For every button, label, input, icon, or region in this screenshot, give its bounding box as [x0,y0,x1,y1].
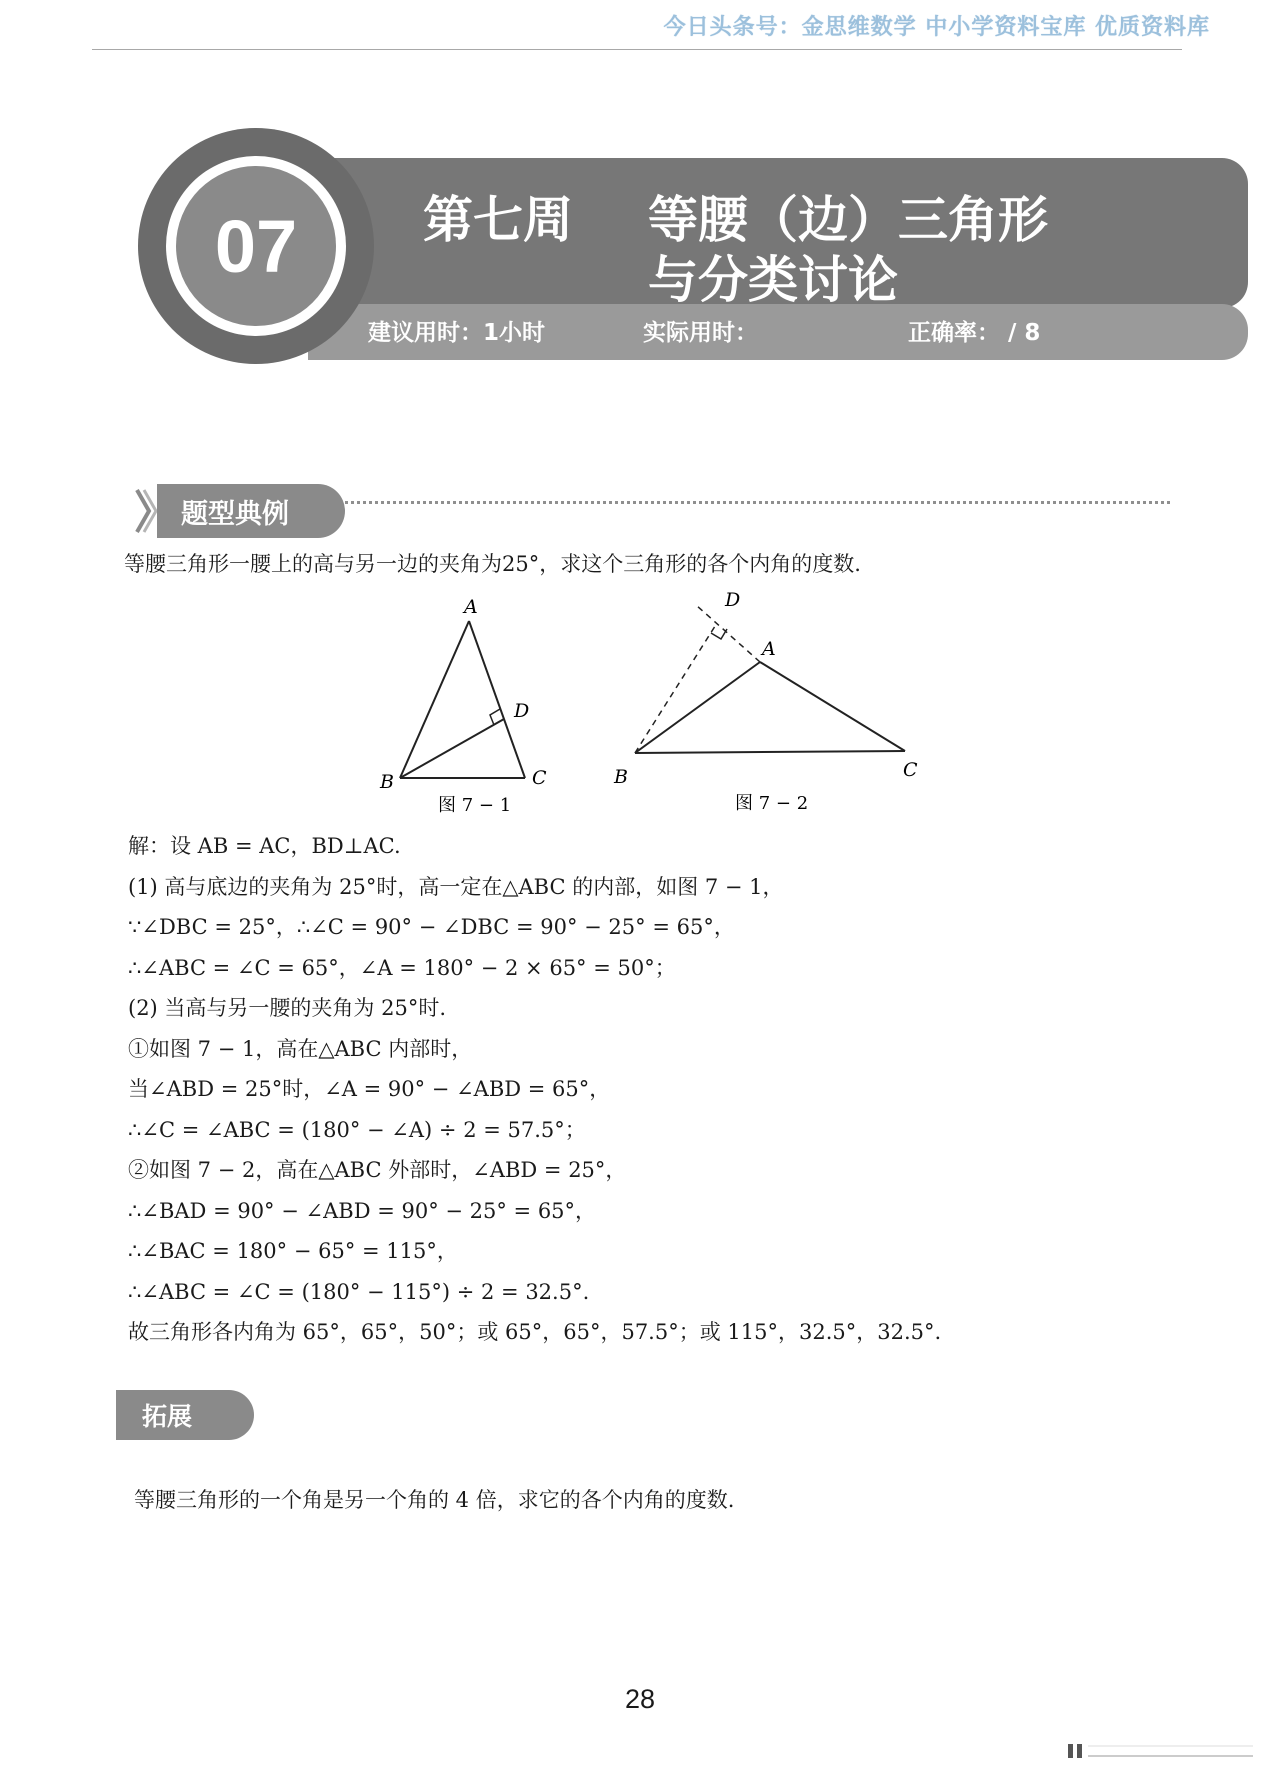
section-title: 题型典例 [181,498,289,530]
triangle-figures [370,583,950,813]
solution-line: ∴∠BAD = 90° − ∠ABD = 90° − 25° = 65°， [128,1198,597,1223]
week-label: 第七周 [423,191,573,249]
week-badge-inner [166,156,346,336]
fig1-label-a: A [464,596,478,618]
extension-header [116,1390,254,1440]
fig1-label-b: B [380,771,394,793]
fig1-label-c: C [532,767,547,789]
fig1-caption: 图 7 − 1 [438,795,512,813]
solution-line: (2) 当高与另一腰的夹角为 25°时. [128,996,446,1020]
solution-line: ①如图 7 − 1，高在△ABC 内部时， [128,1036,473,1061]
chapter-banner [128,118,1128,378]
figure-7-2 [613,589,918,813]
solution-line: 解：设 AB = AC，BD⊥AC. [128,834,401,858]
top-rule [92,49,1182,50]
solution-text [128,826,941,1353]
fig1-label-d: D [514,700,530,722]
watermark-text: 今日头条号：金思维数学 中小学资料宝库 优质资料库 [663,15,1210,40]
solution-line: 当∠ABD = 25°时，∠A = 90° − ∠ABD = 65°， [128,1077,611,1101]
suggested-time: 建议用时：1小时 [368,320,546,346]
section-divider [345,501,1170,504]
fig2-label-a: A [762,638,776,660]
page-number: 28 [624,1684,656,1714]
chevron-right-icon [135,488,159,534]
solution-line: (1) 高与底边的夹角为 25°时，高一定在△ABC 的内部，如图 7 − 1， [128,874,784,899]
actual-time: 实际用时： [643,320,758,346]
accuracy-rate: 正确率： / 8 [908,320,1041,346]
solution-line: ∵∠DBC = 25°，∴∠C = 90° − ∠DBC = 90° − 25° = 65°， [128,915,735,939]
solution-line: ∴∠C = ∠ABC = (180° − ∠A) ÷ 2 = 57.5°； [128,1117,586,1142]
fig2-caption: 图 7 − 2 [735,793,809,813]
example-problem: 等腰三角形一腰上的高与另一边的夹角为25°，求这个三角形的各个内角的度数. [124,552,861,576]
solution-line: 故三角形各内角为 65°，65°，50°；或 65°，65°，57.5°；或 115°，32.5°，32.5°. [128,1320,942,1344]
extension-title: 拓展 [142,1402,193,1431]
solution-line: ②如图 7 − 2，高在△ABC 外部时，∠ABD = 25°， [128,1158,627,1182]
week-number: 07 [214,204,298,288]
week-badge-disc [176,166,336,326]
solution-line: ∴∠BAC = 180° − 65° = 115°， [128,1239,458,1263]
week-badge-ring [138,128,374,364]
solution-line: ∴∠ABC = ∠C = 65°，∠A = 180° − 2 × 65° = 50°； [128,955,676,980]
chapter-title-line1: 等腰（边）三角形 [648,191,1048,249]
fig2-label-c: C [903,759,918,781]
figure-7-1 [379,596,547,813]
fig2-label-b: B [614,766,628,788]
extension-problem: 等腰三角形的一个角是另一个角的 4 倍，求它的各个内角的度数. [134,1488,735,1512]
scan-corner-mark [1068,1742,1258,1760]
section-title-pill [157,484,345,538]
solution-line: ∴∠ABC = ∠C = (180° − 115°) ÷ 2 = 32.5°. [128,1279,590,1304]
chapter-title-line2: 与分类讨论 [648,251,898,309]
section-header [135,484,345,538]
fig2-label-d: D [725,589,741,611]
